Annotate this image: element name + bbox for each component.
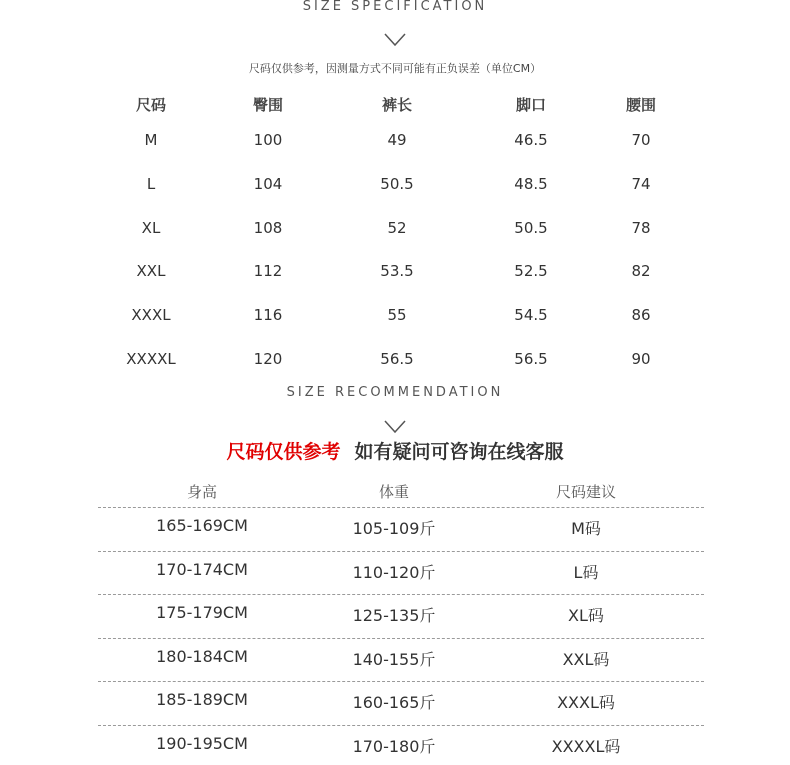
row-divider — [98, 551, 704, 552]
rec-cell-size: L码 — [573, 562, 599, 582]
spec-cell-size: M — [144, 131, 158, 149]
rec-cell-weight: 170-180斤 — [352, 737, 436, 756]
spec-cell-length: 50.5 — [380, 174, 414, 193]
slogan — [0, 437, 790, 464]
spec-cell-hip: 108 — [253, 218, 283, 237]
spec-cell-size: L — [146, 174, 156, 193]
row-divider — [98, 681, 704, 682]
size-rec-title: SIZE RECOMMENDATION — [286, 385, 504, 400]
spec-cell-waist: 70 — [631, 131, 651, 149]
rec-cell-weight: 125-135斤 — [352, 606, 436, 626]
spec-cell-size: XL — [141, 218, 161, 237]
chevron-down-icon — [384, 33, 406, 47]
rec-cell-height: 165-169CM — [156, 516, 248, 535]
spec-cell-hip: 120 — [253, 350, 283, 368]
spec-cell-hip: 104 — [253, 174, 283, 193]
spec-header-hip: 臀围 — [252, 96, 283, 114]
spec-cell-hem: 52.5 — [514, 262, 548, 281]
spec-cell-hip: 100 — [253, 131, 283, 149]
size-spec-title: SIZE SPECIFICATION — [302, 0, 488, 14]
chevron-down-icon — [384, 420, 406, 434]
rec-cell-height: 190-195CM — [156, 734, 248, 753]
spec-cell-hem: 46.5 — [514, 131, 548, 149]
spec-cell-length: 53.5 — [380, 262, 414, 281]
measurement-note: 尺码仅供参考，因测量方式不同可能有正负误差（单位CM） — [248, 62, 542, 75]
rec-cell-weight: 110-120斤 — [352, 562, 436, 582]
slogan-reference: 尺码仅供参考 — [226, 441, 341, 463]
row-divider — [98, 507, 704, 508]
rec-cell-weight: 105-109斤 — [352, 519, 436, 538]
rec-header-height: 身高 — [186, 483, 217, 501]
spec-cell-length: 49 — [387, 131, 407, 149]
rec-cell-weight: 140-155斤 — [352, 649, 436, 669]
slogan-contact: 如有疑问可咨询在线客服 — [354, 441, 564, 463]
spec-cell-hem: 48.5 — [514, 174, 548, 193]
spec-cell-hip: 116 — [253, 306, 283, 325]
rec-cell-size: XL码 — [568, 606, 604, 626]
rec-cell-height: 185-189CM — [156, 690, 248, 710]
spec-cell-length: 56.5 — [380, 350, 414, 368]
spec-cell-size: XXXL — [131, 306, 171, 325]
rec-cell-weight: 160-165斤 — [352, 693, 436, 713]
spec-cell-waist: 82 — [631, 262, 651, 281]
spec-cell-size: XXL — [136, 262, 166, 281]
rec-cell-height: 175-179CM — [156, 603, 248, 623]
rec-cell-height: 170-174CM — [156, 559, 248, 579]
spec-cell-hem: 50.5 — [514, 218, 548, 237]
row-divider — [98, 594, 704, 595]
spec-cell-size: XXXXL — [126, 350, 176, 368]
spec-cell-length: 52 — [387, 218, 407, 237]
spec-cell-hip: 112 — [253, 262, 283, 281]
rec-cell-height: 180-184CM — [156, 646, 248, 666]
spec-cell-waist: 78 — [631, 218, 651, 237]
row-divider — [98, 725, 704, 726]
spec-cell-hem: 54.5 — [514, 306, 548, 325]
spec-cell-waist: 86 — [631, 306, 651, 325]
spec-header-size: 尺码 — [135, 96, 166, 114]
rec-header-weight: 体重 — [378, 483, 409, 501]
spec-cell-waist: 74 — [631, 174, 651, 193]
spec-header-waist: 腰围 — [625, 96, 656, 114]
rec-header-size: 尺码建议 — [555, 483, 616, 501]
spec-cell-waist: 90 — [631, 350, 651, 368]
rec-cell-size: XXXL码 — [557, 693, 615, 713]
spec-cell-length: 55 — [387, 306, 407, 325]
spec-cell-hem: 56.5 — [514, 350, 548, 368]
row-divider — [98, 638, 704, 639]
spec-header-length: 裤长 — [381, 96, 412, 114]
rec-cell-size: XXXXL码 — [551, 737, 621, 756]
rec-cell-size: M码 — [571, 519, 601, 538]
rec-cell-size: XXL码 — [562, 649, 610, 669]
spec-header-hem: 脚口 — [515, 96, 546, 114]
